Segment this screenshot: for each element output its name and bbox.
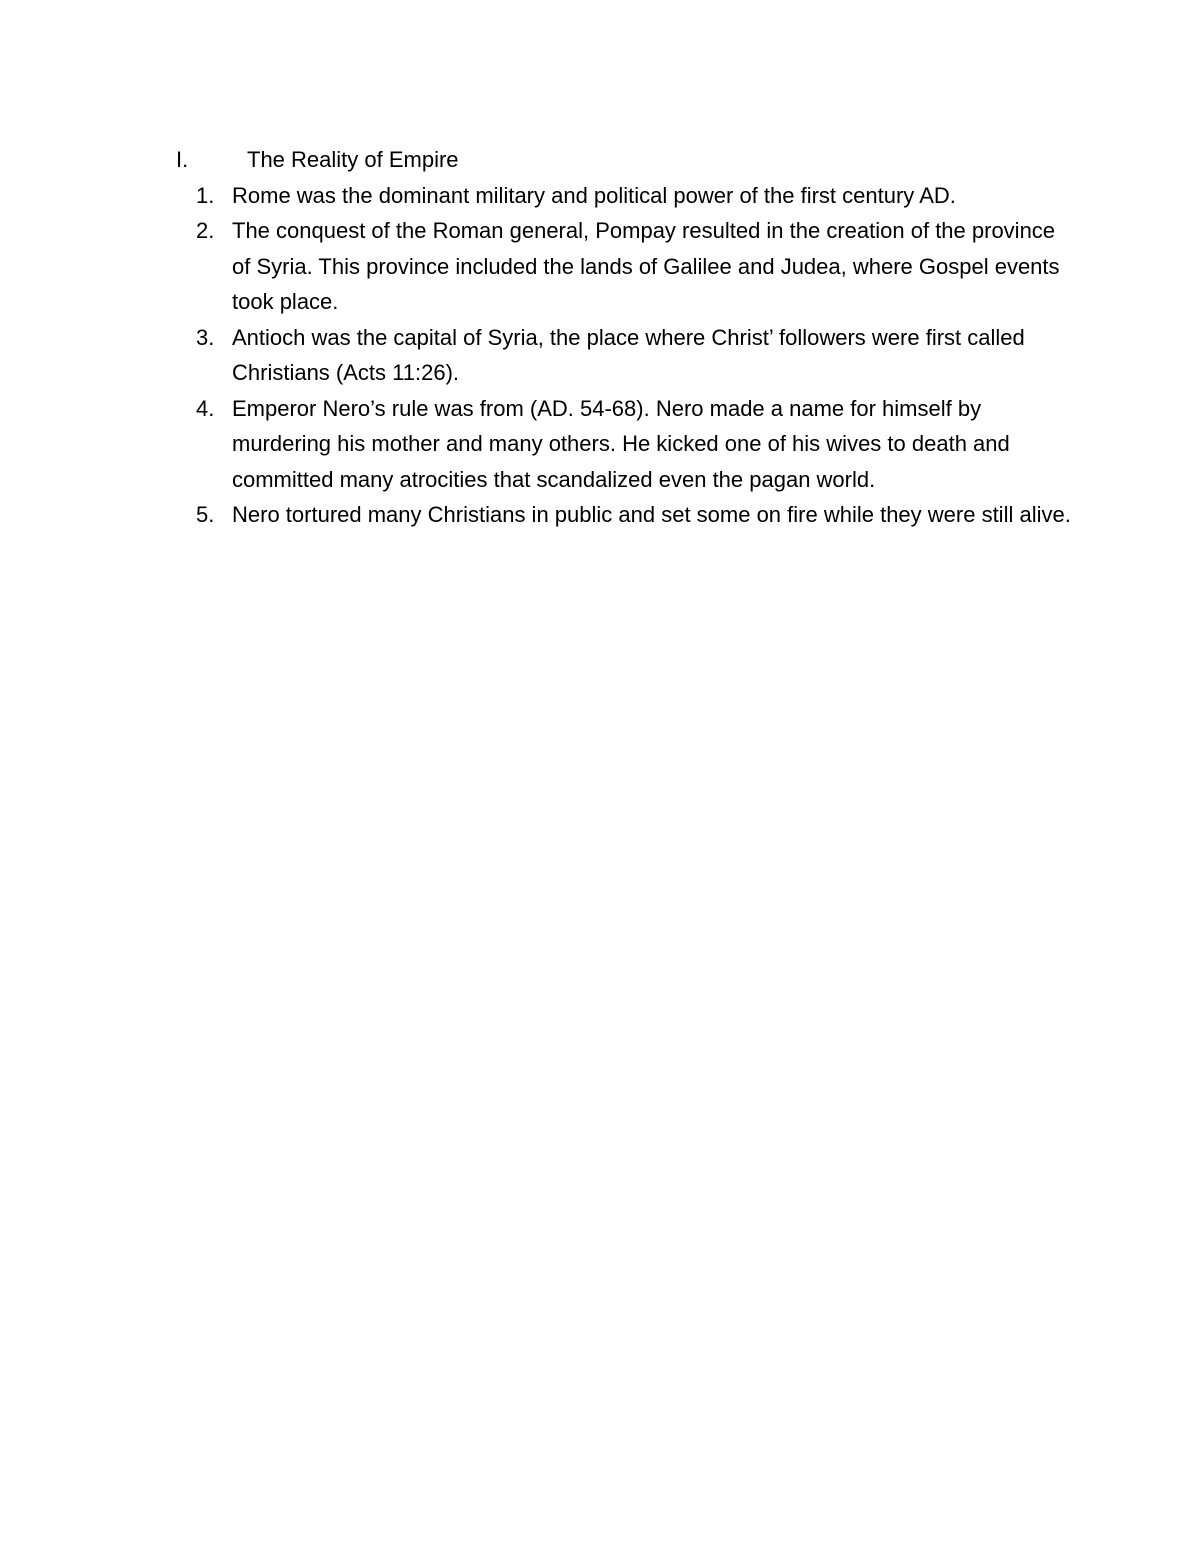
list-item-text: Emperor Nero’s rule was from (AD. 54-68). Nero made a name for himself by murdering his mother and many others. He kicked one of his wives to death and committed many atrocities that scandalized even the pagan world. [232, 395, 1010, 492]
numbered-list [196, 178, 1072, 533]
list-item-number: 4. [196, 395, 215, 421]
list-item [196, 213, 1072, 320]
list-item [196, 497, 1072, 533]
list-item-text: Nero tortured many Christians in public and set some on fire while they were still alive. [232, 502, 1071, 527]
list-item [196, 178, 1072, 214]
list-item-number: 1. [196, 182, 215, 208]
list-item-text: Rome was the dominant military and political power of the first century AD. [232, 182, 956, 208]
list-item [196, 391, 1072, 498]
list-item-text: Antioch was the capital of Syria, the place where Christ’ followers were first called Christians (Acts 11:26). [232, 324, 1025, 385]
section-title: The Reality of Empire [247, 147, 459, 172]
list-item [196, 320, 1072, 391]
list-item-text: The conquest of the Roman general, Pompay resulted in the creation of the province of Syria. This province included the lands of Galilee and Judea, where Gospel events took place. [232, 218, 1060, 314]
section-numeral: I. [176, 147, 189, 172]
list-item-number: 2. [196, 218, 215, 243]
list-item-number: 5. [196, 502, 215, 527]
list-item-number: 3. [196, 324, 215, 350]
section-heading [176, 142, 459, 178]
